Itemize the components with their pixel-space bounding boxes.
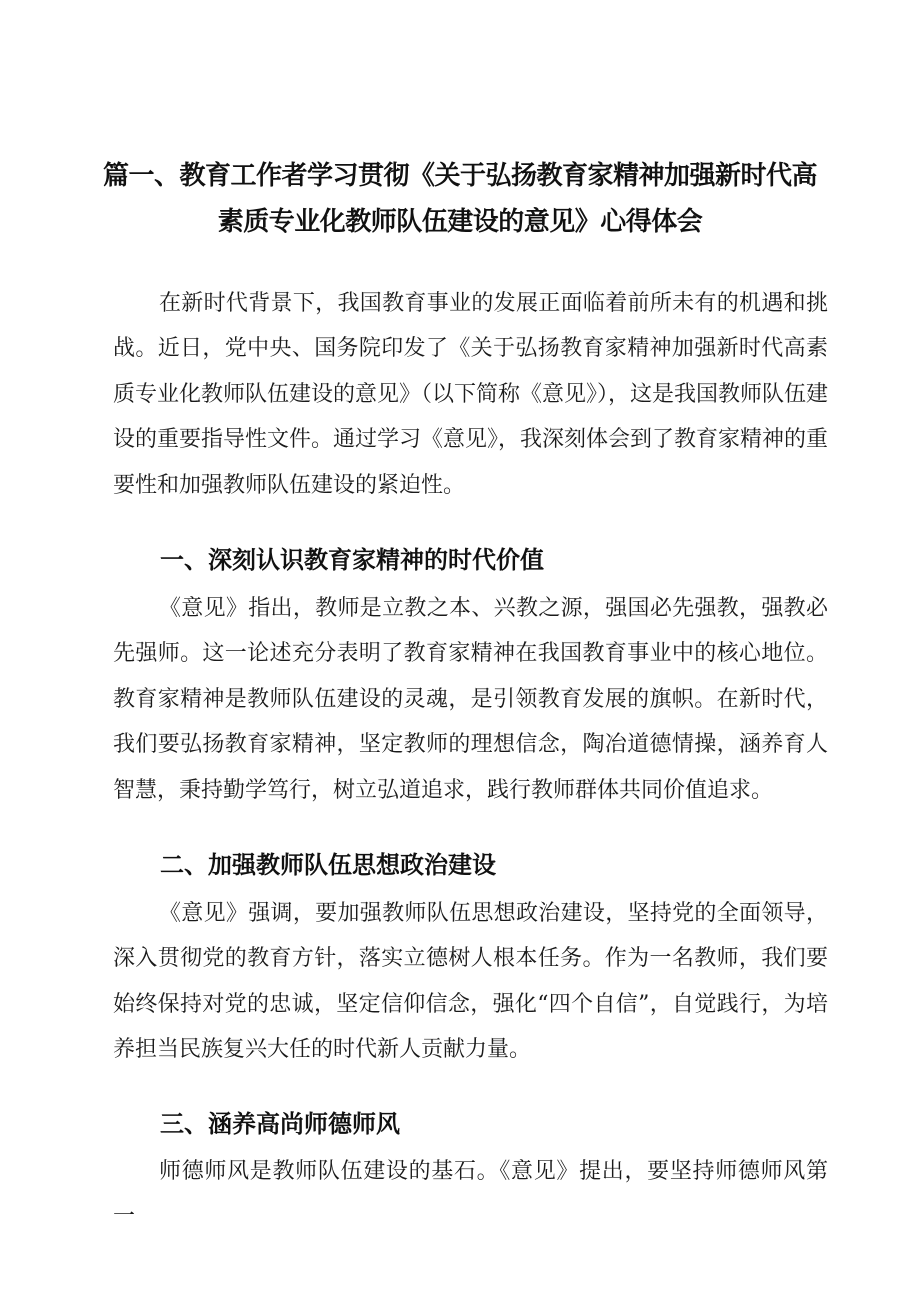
document-title-line-1: 篇一、教育工作者学习贯彻《关于弘扬教育家精神加强新时代高 (102, 161, 817, 191)
section-heading-3: 三、涵养高尚师德师风 (160, 1110, 400, 1138)
intro-paragraph: 在新时代背景下，我国教育事业的发展正面临着前所未有的机遇和挑战。近日，党中央、国务院印发了《关于弘扬教育家精神加强新时代高素质专业化教师队伍建设的意见》（以下简称《意见》），这是我国教师队伍建设的重要指导性文件。通过学习《意见》，我深刻体会到了教育家精神的重要性和加强教师队伍建设的紧迫性。 (113, 291, 829, 498)
section-body-1: 《意见》指出，教师是立教之本、兴教之源，强国必先强教，强教必先强师。这一论述充分表明了教育家精神在我国教育事业中的核心地位。教育家精神是教师队伍建设的灵魂，是引领教育发展的旗帜。在新时代，我们要弘扬教育家精神，坚定教师的理想信念，陶冶道德情操，涵养育人智慧，秉持勤学笃行，树立弘道追求，践行教师群体共同价值追求。 (113, 596, 828, 803)
section-body-3: 师德师风是教师队伍建设的基石。《意见》提出，要坚持师德师风第一 (113, 1159, 828, 1230)
section-heading-1: 一、深刻认识教育家精神的时代价值 (160, 546, 544, 574)
section-heading-2: 二、加强教师队伍思想政治建设 (160, 851, 496, 879)
section-body-2: 《意见》强调，要加强教师队伍思想政治建设，坚持党的全面领导，深入贯彻党的教育方针，落实立德树人根本任务。作为一名教师，我们要始终保持对党的忠诚，坚定信仰信念，强化“四个自信”，自觉践行，为培养担当民族复兴大任的时代新人贡献力量。 (113, 901, 828, 1063)
document-title-line-2: 素质专业化教师队伍建设的意见》心得体会 (217, 207, 703, 237)
